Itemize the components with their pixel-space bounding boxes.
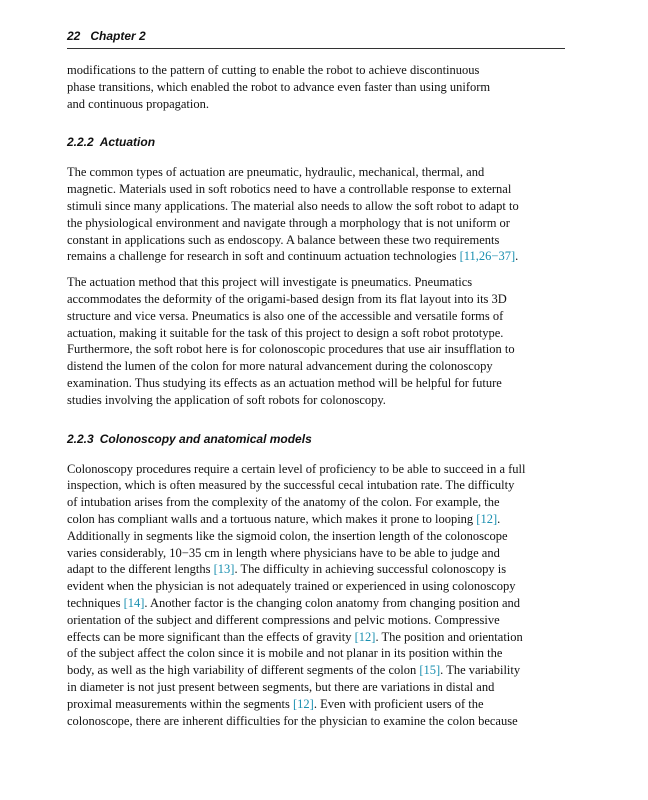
text-line: in diameter is not just present between segments, but there are variations in distal and bbox=[67, 679, 495, 694]
text-run: . The variability bbox=[440, 663, 521, 678]
book-page bbox=[67, 28, 565, 729]
text-run: . Another factor is the changing colon anatomy from changing position and bbox=[144, 595, 521, 610]
text-line: constant in applications such as endoscopy. A balance between these two requirements bbox=[67, 232, 500, 247]
text-line: of intubation arises from the complexity of the anatomy of the colon. For example, the bbox=[67, 495, 500, 510]
text-line: modifications to the pattern of cutting to enable the robot to achieve discontinuous bbox=[67, 63, 480, 77]
text-run: . The position and orientation bbox=[375, 629, 523, 644]
text-line: Furthermore, the soft robot here is for colonoscopic procedures that use air insufflation to bbox=[67, 342, 515, 357]
text-line: and continuous propagation. bbox=[67, 96, 209, 111]
text-line: colonoscope, there are inherent difficulties for the physician to examine the colon because bbox=[67, 713, 518, 728]
text-run: adapt to the different lengths bbox=[67, 562, 214, 577]
section-number: 2.2.2 bbox=[67, 135, 94, 150]
chapter-label: Chapter 2 bbox=[90, 29, 146, 43]
text-run: effects can be more significant than the effects of gravity bbox=[67, 629, 355, 644]
text-run: . bbox=[515, 249, 519, 264]
citation-link[interactable]: [13] bbox=[213, 562, 235, 577]
citation-link[interactable]: [12] bbox=[354, 629, 376, 644]
text-line: of the subject affect the colon since it is mobile and not planar in its position within the bbox=[67, 646, 503, 661]
text-line: distend the lumen of the colon for more natural advancement during the colonoscopy bbox=[67, 359, 493, 374]
running-head bbox=[67, 28, 565, 49]
text-line: stimuli since many applications. The material also needs to allow the soft robot to adapt to bbox=[67, 198, 519, 213]
text-line: The common types of actuation are pneumatic, hydraulic, mechanical, thermal, and bbox=[67, 165, 485, 180]
text-line bbox=[67, 561, 565, 578]
text-run: proximal measurements within the segments bbox=[67, 696, 293, 711]
section-heading-colonoscopy bbox=[67, 431, 565, 447]
text-line bbox=[67, 696, 565, 713]
section-title: Actuation bbox=[99, 135, 156, 150]
text-line: structure and vice versa. Pneumatics is also one of the accessible and versatile forms of bbox=[67, 308, 504, 323]
text-run: techniques bbox=[67, 595, 124, 610]
text-line: The actuation method that this project will investigate is pneumatics. Pneumatics bbox=[67, 275, 473, 290]
text-line: the physiological environment and navigate through a morphology that is not uniform or bbox=[67, 215, 510, 230]
text-run: body, as well as the high variability of different segments of the colon bbox=[67, 663, 420, 678]
page-number: 22 bbox=[67, 29, 81, 43]
text-run: . Even with proficient users of the bbox=[313, 696, 484, 711]
text-run: colon has compliant walls and a tortuous nature, which makes it prone to looping bbox=[67, 511, 477, 526]
text-line: examination. Thus studying its effects as an actuation method will be helpful for future bbox=[67, 375, 502, 390]
text-line: evident when the physician is not adequately trained or experienced in using colonoscopy bbox=[67, 579, 516, 594]
intro-paragraph bbox=[67, 62, 565, 112]
text-line bbox=[67, 662, 565, 679]
text-line: studies involving the application of soft robots for colonoscopy. bbox=[67, 392, 386, 407]
text-line bbox=[67, 595, 565, 612]
text-line bbox=[67, 629, 565, 646]
actuation-paragraph-2 bbox=[67, 274, 565, 408]
colonoscopy-paragraph bbox=[67, 461, 565, 730]
section-number: 2.2.3 bbox=[67, 431, 94, 446]
text-run: . bbox=[497, 511, 501, 526]
section-title: Colonoscopy and anatomical models bbox=[99, 431, 312, 446]
text-run: . The difficulty in achieving successful colonoscopy is bbox=[234, 562, 507, 577]
text-line: phase transitions, which enabled the robot to advance even faster than using uniform bbox=[67, 79, 491, 94]
citation-link[interactable]: [12] bbox=[293, 696, 314, 711]
text-line: inspection, which is often measured by the successful cecal intubation rate. The difficulty bbox=[67, 478, 515, 493]
text-line: accommodates the deformity of the origami-based design from its flat layout into its 3D bbox=[67, 291, 507, 306]
citation-link[interactable]: [15] bbox=[419, 663, 441, 678]
text-line: orientation of the subject and different compressions and pelvic motions. Compressive bbox=[67, 612, 500, 627]
actuation-paragraph-1 bbox=[67, 164, 565, 265]
citation-link[interactable]: [14] bbox=[123, 595, 145, 610]
text-line bbox=[67, 248, 565, 265]
text-run: remains a challenge for research in soft and continuum actuation technologies bbox=[67, 249, 460, 264]
text-line: Additionally in segments like the sigmoid colon, the insertion length of the colonoscope bbox=[67, 528, 508, 543]
text-line: varies considerably, 10−35 cm in length where physicians have to be able to judge and bbox=[67, 545, 500, 560]
text-line: actuation, making it suitable for the task of this project to design a soft robot prototype. bbox=[67, 325, 504, 340]
citation-link[interactable]: [12] bbox=[476, 511, 498, 526]
text-line bbox=[67, 511, 565, 528]
citation-link[interactable]: [11,26−37] bbox=[459, 249, 516, 264]
text-line: magnetic. Materials used in soft robotics need to have a controllable response to external bbox=[67, 182, 512, 197]
section-heading-actuation bbox=[67, 134, 565, 150]
text-line: Colonoscopy procedures require a certain level of proficiency to be able to succeed in a full bbox=[67, 461, 526, 476]
